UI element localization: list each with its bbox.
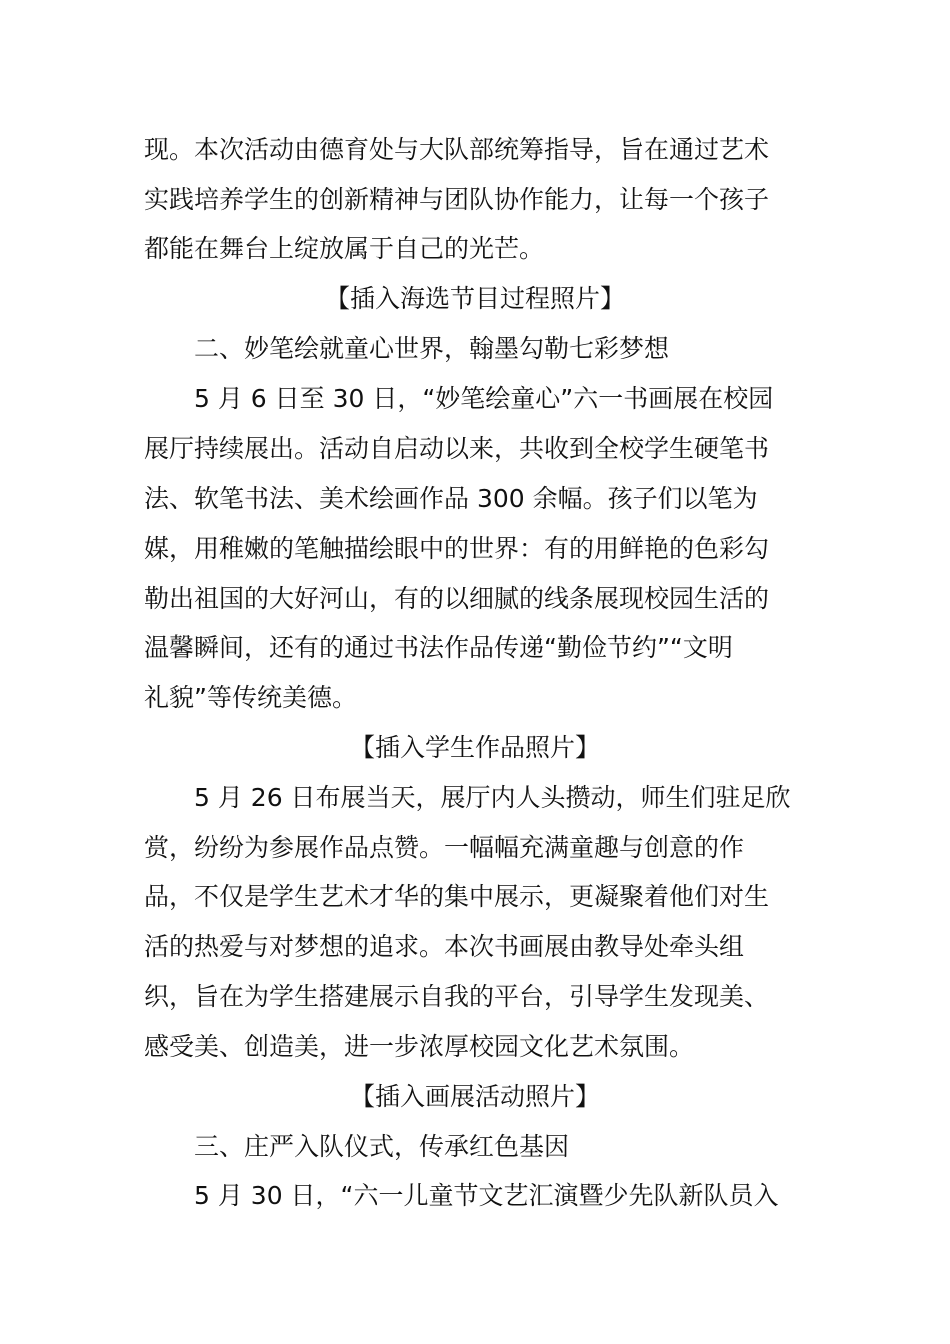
paragraph-line: 5 月 6 日至 30 日，“妙笔绘童心”六一书画展在校园 bbox=[194, 384, 774, 413]
paragraph-line: 实践培养学生的创新精神与团队协作能力，让每一个孩子 bbox=[144, 185, 770, 214]
paragraph-line: 织，旨在为学生搭建展示自我的平台，引导学生发现美、 bbox=[144, 982, 770, 1011]
paragraph-line: 法、软笔书法、美术绘画作品 300 余幅。孩子们以笔为 bbox=[144, 484, 758, 513]
paragraph-line: 都能在舞台上绽放属于自己的光芒。 bbox=[144, 234, 545, 263]
paragraph-line: 活的热爱与对梦想的追求。本次书画展由教导处牵头组 bbox=[144, 932, 745, 961]
photo-placeholder-label: 【插入画展活动照片】 bbox=[349, 1082, 600, 1111]
paragraph-line: 5 月 30 日，“六一儿童节文艺汇演暨少先队新队员入 bbox=[194, 1181, 779, 1210]
paragraph-line: 展厅持续展出。活动自启动以来，共收到全校学生硬笔书 bbox=[144, 434, 770, 463]
paragraph-line: 温馨瞬间，还有的通过书法作品传递“勤俭节约”“文明 bbox=[144, 633, 733, 662]
paragraph-line: 感受美、创造美，进一步浓厚校园文化艺术氛围。 bbox=[144, 1032, 695, 1061]
paragraph-line: 赏，纷纷为参展作品点赞。一幅幅充满童趣与创意的作 bbox=[144, 833, 745, 862]
section-heading: 二、妙笔绘就童心世界，翰墨勾勒七彩梦想 bbox=[194, 334, 670, 363]
paragraph-line: 勒出祖国的大好河山，有的以细腻的线条展现校园生活的 bbox=[144, 584, 770, 613]
paragraph-line: 礼貌”等传统美德。 bbox=[144, 683, 357, 712]
paragraph-line: 媒，用稚嫩的笔触描绘眼中的世界：有的用鲜艳的色彩勾 bbox=[144, 534, 770, 563]
paragraph-line: 现。本次活动由德育处与大队部统筹指导，旨在通过艺术 bbox=[144, 135, 770, 164]
section-heading: 三、庄严入队仪式，传承红色基因 bbox=[194, 1132, 570, 1161]
paragraph-line: 品，不仅是学生艺术才华的集中展示，更凝聚着他们对生 bbox=[144, 882, 770, 911]
paragraph-line: 5 月 26 日布展当天，展厅内人头攒动，师生们驻足欣 bbox=[194, 783, 791, 812]
photo-placeholder-label: 【插入学生作品照片】 bbox=[349, 733, 600, 762]
photo-placeholder-label: 【插入海选节目过程照片】 bbox=[324, 284, 625, 313]
